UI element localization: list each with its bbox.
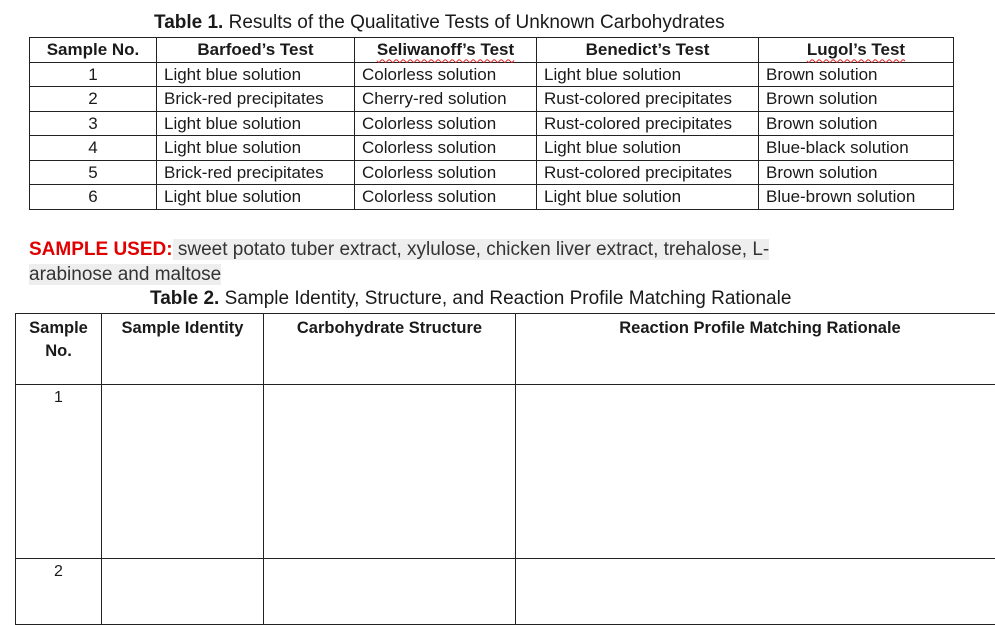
cell-carbohydrate-structure[interactable] <box>264 559 516 625</box>
table1-caption-label: Table 1. <box>154 12 223 33</box>
cell-barfoed: Brick-red precipitates <box>157 87 355 112</box>
cell-lugol: Blue-brown solution <box>759 185 954 210</box>
cell-benedict: Rust-colored precipitates <box>537 87 759 112</box>
table-row <box>30 136 954 161</box>
cell-barfoed: Light blue solution <box>157 62 355 87</box>
cell-sample-no: 2 <box>30 87 157 112</box>
cell-lugol: Brown solution <box>759 160 954 185</box>
table-header-row <box>16 314 995 385</box>
cell-seliwanoff: Colorless solution <box>355 185 537 210</box>
cell-lugol: Blue-black solution <box>759 136 954 161</box>
samples-used-label: SAMPLE USED: <box>29 239 173 260</box>
cell-sample-identity[interactable] <box>102 385 264 559</box>
cell-seliwanoff: Cherry-red solution <box>355 87 537 112</box>
cell-seliwanoff: Colorless solution <box>355 111 537 136</box>
cell-barfoed: Light blue solution <box>157 111 355 136</box>
table-row <box>30 160 954 185</box>
cell-matching-rationale[interactable] <box>516 385 995 559</box>
header-benedict: Benedict’s Test <box>537 38 759 63</box>
cell-benedict: Rust-colored precipitates <box>537 111 759 136</box>
cell-lugol: Brown solution <box>759 111 954 136</box>
cell-lugol: Brown solution <box>759 62 954 87</box>
cell-barfoed: Brick-red precipitates <box>157 160 355 185</box>
cell-matching-rationale[interactable] <box>516 559 995 625</box>
cell-barfoed: Light blue solution <box>157 185 355 210</box>
header-barfoed: Barfoed’s Test <box>157 38 355 63</box>
samples-used-text: sweet potato tuber extract, xylulose, chicken liver extract, trehalose, L-arabinose and maltose <box>29 239 769 285</box>
cell-sample-no: 5 <box>30 160 157 185</box>
header-sample-identity: Sample Identity <box>102 314 264 385</box>
table-row <box>30 185 954 210</box>
cell-seliwanoff: Colorless solution <box>355 62 537 87</box>
table2-caption-label: Table 2. <box>150 288 219 309</box>
table1-caption <box>154 12 725 34</box>
header-sample-no: Sample No. <box>16 314 102 385</box>
cell-sample-no: 1 <box>30 62 157 87</box>
cell-seliwanoff: Colorless solution <box>355 160 537 185</box>
cell-sample-no: 4 <box>30 136 157 161</box>
cell-sample-no: 3 <box>30 111 157 136</box>
cell-sample-no: 6 <box>30 185 157 210</box>
cell-carbohydrate-structure[interactable] <box>264 385 516 559</box>
header-matching-rationale: Reaction Profile Matching Rationale <box>516 314 995 385</box>
header-seliwanoff: Seliwanoff’s Test <box>355 38 537 63</box>
cell-barfoed: Light blue solution <box>157 136 355 161</box>
table-header-row <box>30 38 954 63</box>
table-row <box>30 62 954 87</box>
cell-benedict: Rust-colored precipitates <box>537 160 759 185</box>
header-lugol: Lugol’s Test <box>759 38 954 63</box>
cell-benedict: Light blue solution <box>537 62 759 87</box>
cell-lugol: Brown solution <box>759 87 954 112</box>
table-row <box>30 111 954 136</box>
cell-sample-identity[interactable] <box>102 559 264 625</box>
table-row <box>30 87 954 112</box>
cell-seliwanoff: Colorless solution <box>355 136 537 161</box>
sample-identity-table <box>15 313 995 625</box>
cell-sample-no: 2 <box>16 559 102 625</box>
cell-benedict: Light blue solution <box>537 185 759 210</box>
table2-caption-text: Sample Identity, Structure, and Reaction Profile Matching Rationale <box>219 288 791 309</box>
table2-caption <box>150 288 791 310</box>
table-row <box>16 559 995 625</box>
table-row <box>16 385 995 559</box>
samples-used-paragraph <box>29 237 829 287</box>
cell-sample-no: 1 <box>16 385 102 559</box>
cell-benedict: Light blue solution <box>537 136 759 161</box>
table1-caption-text: Results of the Qualitative Tests of Unknown Carbohydrates <box>223 12 724 33</box>
carbohydrate-tests-table <box>29 37 954 210</box>
header-sample-no: Sample No. <box>30 38 157 63</box>
header-carbohydrate-structure: Carbohydrate Structure <box>264 314 516 385</box>
